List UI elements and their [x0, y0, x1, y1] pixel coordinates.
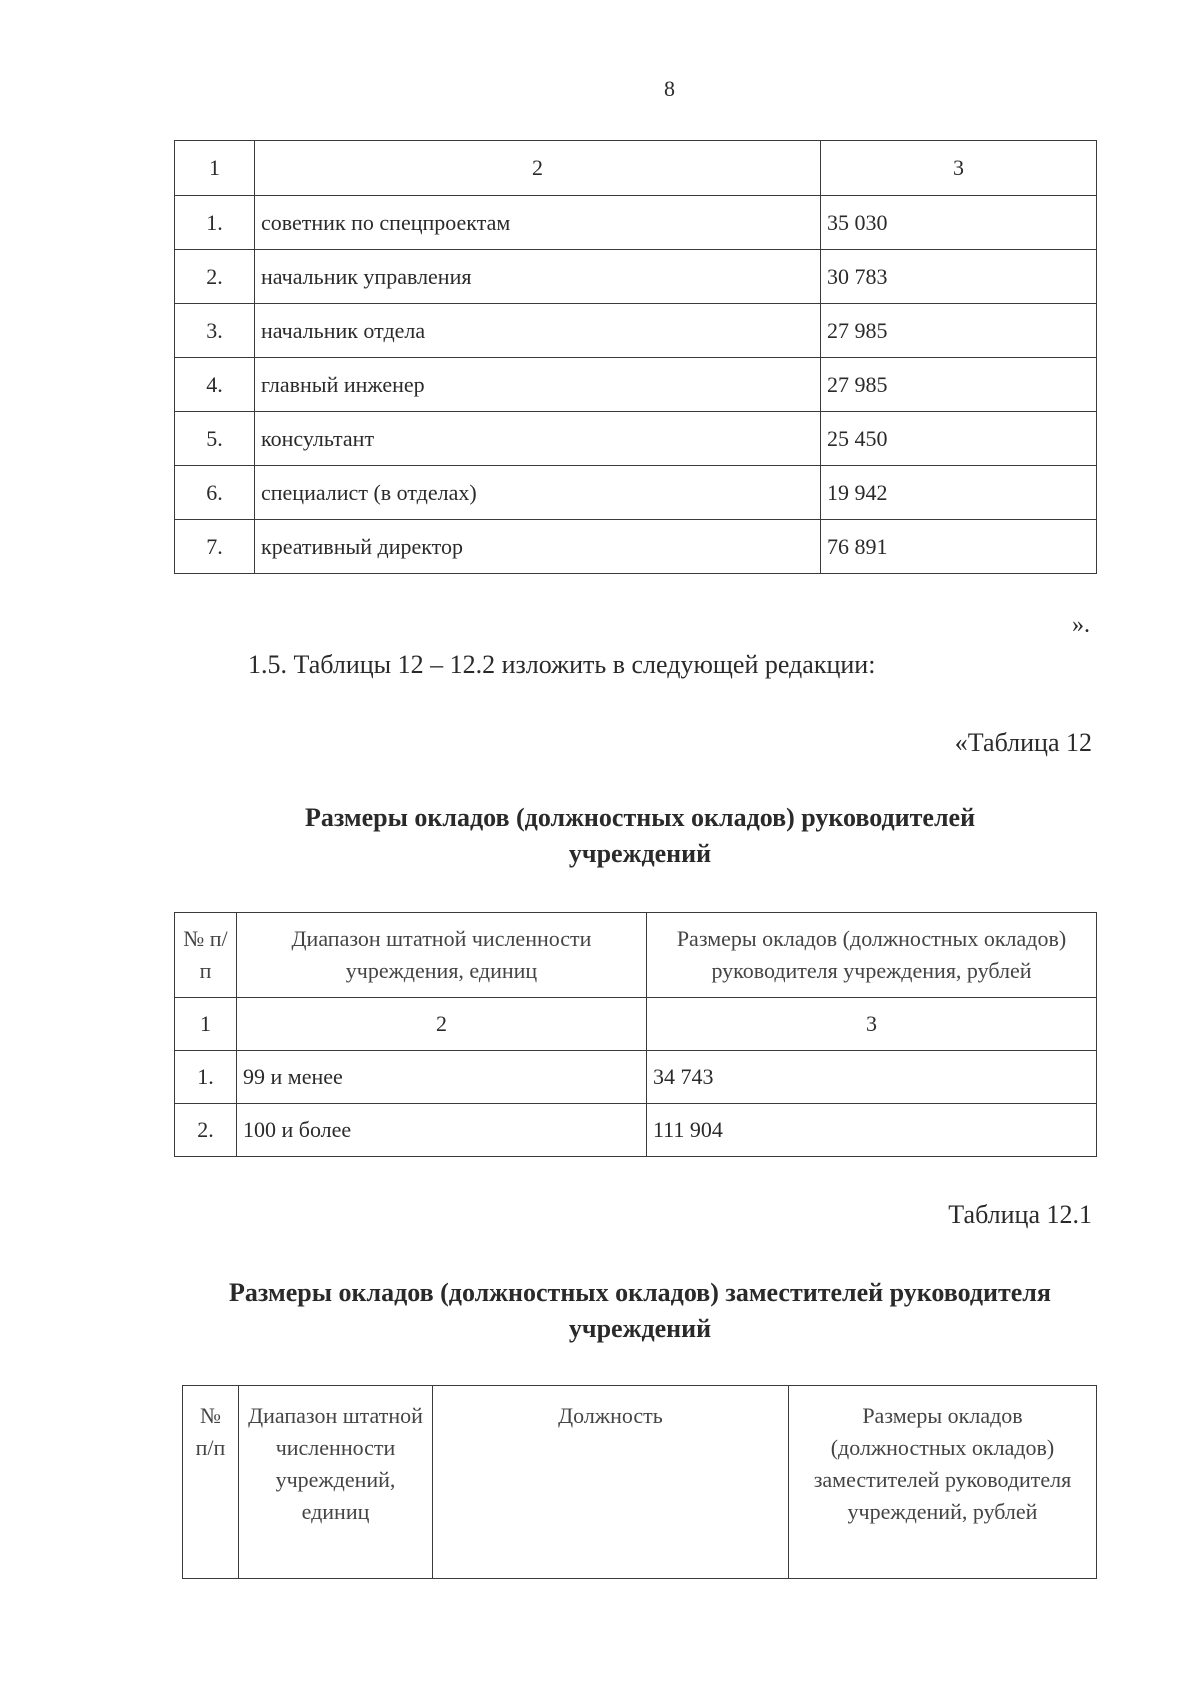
salary-cell: 76 891	[821, 520, 1097, 574]
column-number: 3	[821, 141, 1097, 196]
row-number: 5.	[175, 412, 255, 466]
table-row	[175, 304, 1097, 358]
salary-cell: 27 985	[821, 358, 1097, 412]
position-cell: специалист (в отделах)	[255, 466, 821, 520]
column-number: 1	[175, 141, 255, 196]
heading-line: учреждений	[568, 1314, 712, 1343]
table-12-heading	[160, 800, 1120, 872]
position-cell: главный инженер	[255, 358, 821, 412]
salary-cell: 25 450	[821, 412, 1097, 466]
header-number: № п/п	[183, 1386, 239, 1579]
table-row	[175, 196, 1097, 250]
salary-cell: 111 904	[647, 1104, 1097, 1157]
table-row	[175, 1051, 1097, 1104]
header-position: Должность	[433, 1386, 789, 1579]
table-12-caption: «Таблица 12	[954, 728, 1092, 757]
header-salary: Размеры окладов (должностных окладов) заместителей руководителя учреждений, рублей	[789, 1386, 1097, 1579]
closing-quote: ».	[1072, 612, 1090, 638]
header-number: № п/п	[175, 913, 237, 998]
row-number: 1.	[175, 1051, 237, 1104]
header-range: Диапазон штатной численности учреждения, единиц	[237, 913, 647, 998]
heading-line: Размеры окладов (должностных окладов) заместителей руководителя	[229, 1278, 1051, 1307]
page-number: 8	[664, 76, 675, 101]
table-row	[175, 466, 1097, 520]
row-number: 3.	[175, 304, 255, 358]
table-row	[175, 412, 1097, 466]
salary-cell: 35 030	[821, 196, 1097, 250]
row-number: 4.	[175, 358, 255, 412]
heading-line: учреждений	[568, 839, 712, 868]
column-number: 2	[237, 998, 647, 1051]
header-row	[183, 1386, 1097, 1579]
row-number: 2.	[175, 250, 255, 304]
table-row	[175, 520, 1097, 574]
table-row	[175, 358, 1097, 412]
position-cell: начальник отдела	[255, 304, 821, 358]
header-row	[175, 913, 1097, 998]
salary-cell: 30 783	[821, 250, 1097, 304]
row-number: 6.	[175, 466, 255, 520]
row-number: 1.	[175, 196, 255, 250]
table-row	[175, 250, 1097, 304]
amendment-paragraph: 1.5. Таблицы 12 – 12.2 изложить в следующей редакции:	[248, 650, 876, 679]
position-cell: советник по спецпроектам	[255, 196, 821, 250]
salary-cell: 34 743	[647, 1051, 1097, 1104]
position-cell: начальник управления	[255, 250, 821, 304]
heading-line: Размеры окладов (должностных окладов) руководителей	[304, 803, 976, 832]
column-numbers-row	[175, 998, 1097, 1051]
table-12-1	[182, 1385, 1097, 1579]
column-numbers-row	[175, 141, 1097, 196]
range-cell: 100 и более	[237, 1104, 647, 1157]
salary-cell: 27 985	[821, 304, 1097, 358]
salary-table-continued	[174, 140, 1097, 574]
header-range: Диапазон штатной численности учреждений, единиц	[239, 1386, 433, 1579]
range-cell: 99 и менее	[237, 1051, 647, 1104]
column-number: 3	[647, 998, 1097, 1051]
column-number: 2	[255, 141, 821, 196]
row-number: 7.	[175, 520, 255, 574]
column-number: 1	[175, 998, 237, 1051]
salary-cell: 19 942	[821, 466, 1097, 520]
table-12	[174, 912, 1097, 1157]
position-cell: консультант	[255, 412, 821, 466]
position-cell: креативный директор	[255, 520, 821, 574]
table-12-1-heading	[180, 1275, 1100, 1347]
table-row	[175, 1104, 1097, 1157]
table-12-1-caption: Таблица 12.1	[948, 1200, 1092, 1229]
row-number: 2.	[175, 1104, 237, 1157]
header-salary: Размеры окладов (должностных окладов) руководителя учреждения, рублей	[647, 913, 1097, 998]
